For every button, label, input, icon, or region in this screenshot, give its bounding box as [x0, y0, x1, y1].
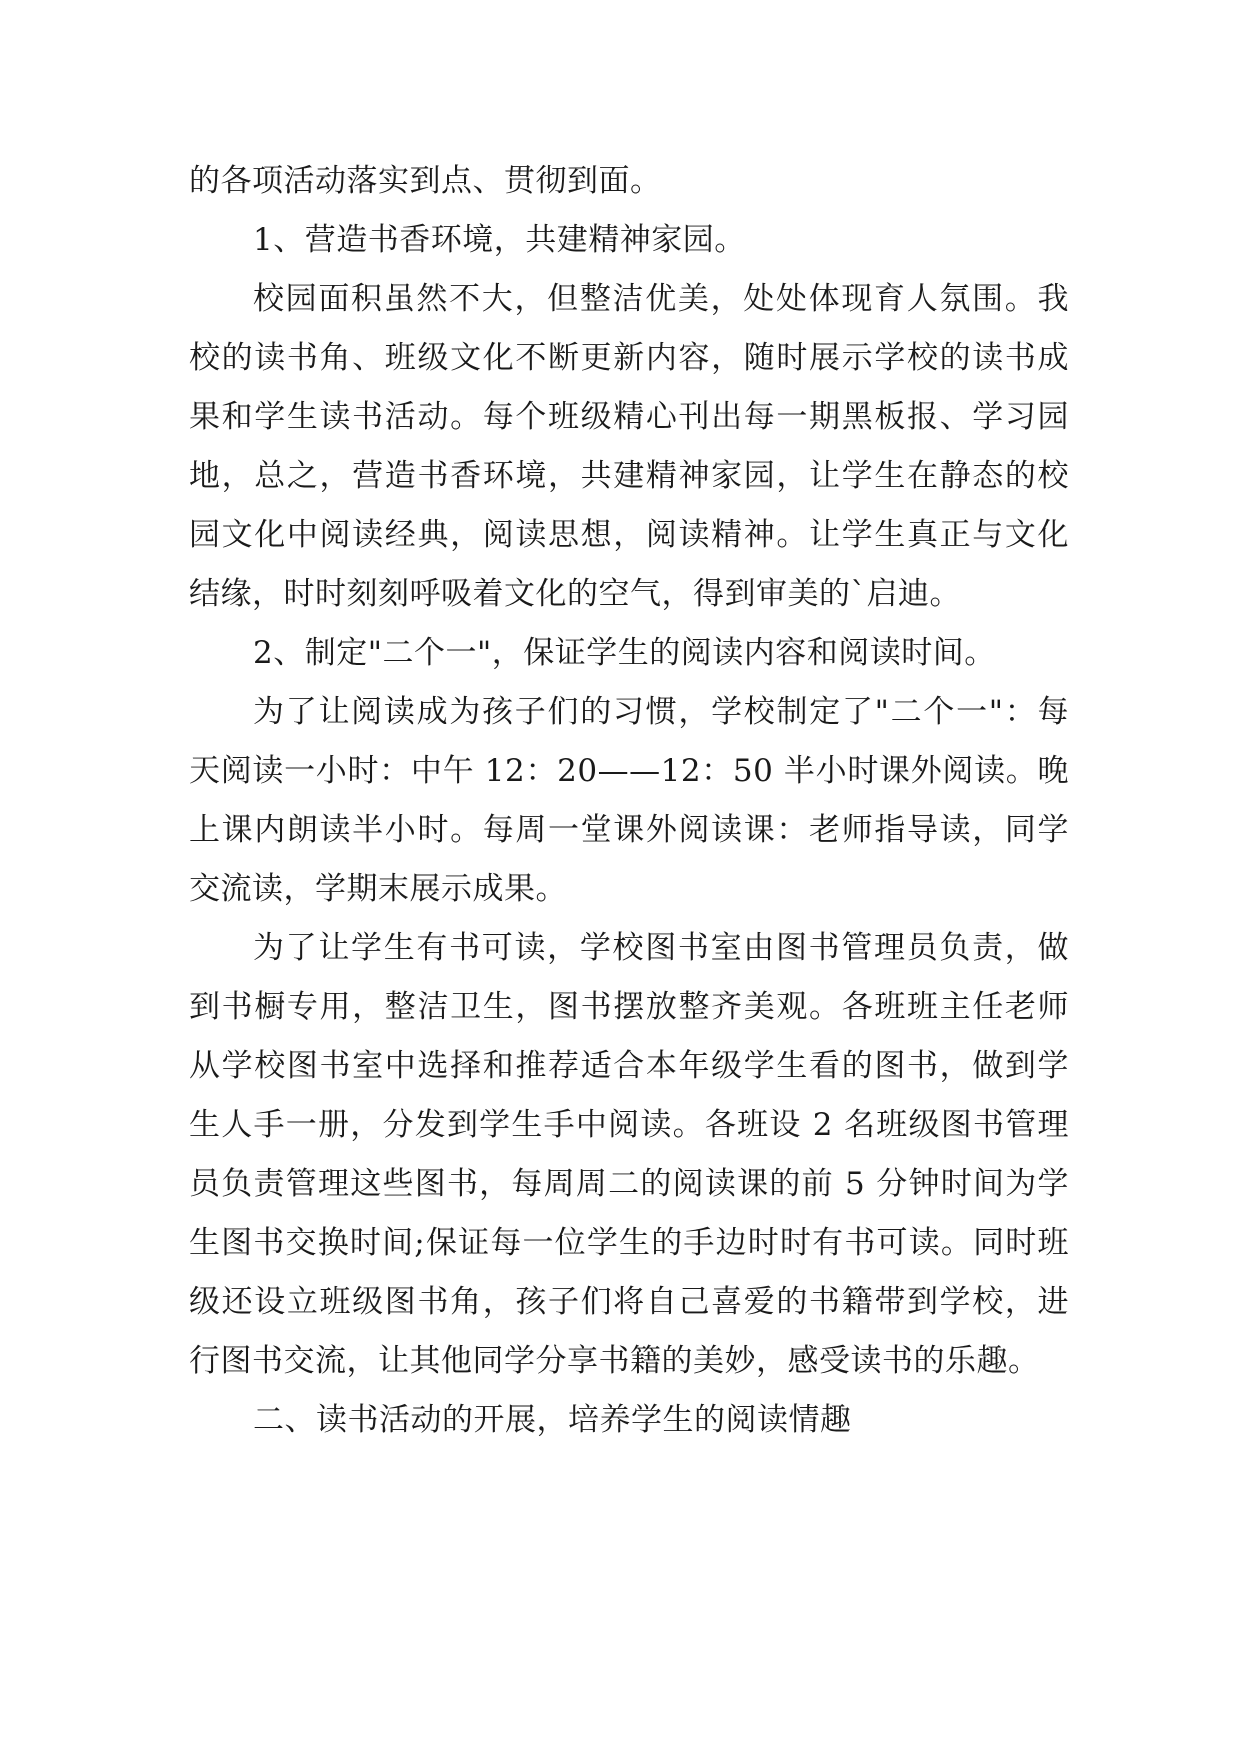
- paragraph-campus-culture: 校园面积虽然不大，但整洁优美，处处体现育人氛围。我校的读书角、班级文化不断更新内容，随时展示学校的读书成果和学生读书活动。每个班级精心刊出每一期黑板报、学习园地，总之，营造书香环境，共建精神家园，让学生在静态的校园文化中阅读经典，阅读思想，阅读精神。让学生真正与文化结缘，时时刻刻呼吸着文化的空气，得到审美的`启迪。: [189, 281, 1069, 612]
- paragraph-reading-schedule: 为了让阅读成为孩子们的习惯，学校制定了"二个一"：每天阅读一小时：中午 12：20——12：50 半小时课外阅读。晚上课内朗读半小时。每周一堂课外阅读课：老师指导读，同学交流读，学期末展示成果。: [189, 694, 1069, 907]
- section-heading-activities: 二、读书活动的开展，培养学生的阅读情趣: [253, 1402, 852, 1438]
- section-heading-1: 1、营造书香环境，共建精神家园。: [253, 222, 746, 258]
- document-body: [189, 152, 1069, 1450]
- section-heading-2: 2、制定"二个一"，保证学生的阅读内容和阅读时间。: [253, 635, 996, 671]
- paragraph-library: 为了让学生有书可读，学校图书室由图书管理员负责，做到书橱专用，整洁卫生，图书摆放整齐美观。各班班主任老师从学校图书室中选择和推荐适合本年级学生看的图书，做到学生人手一册，分发到学生手中阅读。各班设 2 名班级图书管理员负责管理这些图书，每周周二的阅读课的前 5 分钟时间为学生图书交换时间;保证每一位学生的手边时时有书可读。同时班级还设立班级图书角，孩子们将自己喜爱的书籍带到学校，进行图书交流，让其他同学分享书籍的美妙，感受读书的乐趣。: [189, 930, 1069, 1379]
- paragraph-continuation: 的各项活动落实到点、贯彻到面。: [189, 163, 662, 199]
